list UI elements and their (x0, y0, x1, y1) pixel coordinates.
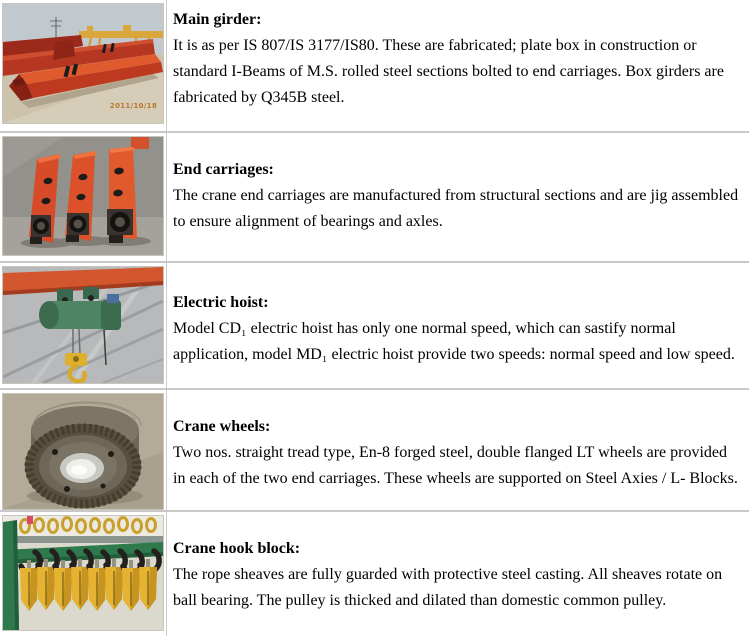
section-text-crane-hook-block (167, 512, 749, 636)
section-text-end-carriages (167, 133, 749, 261)
section-heading: Main girder: (173, 11, 262, 28)
section-body: The rope sheaves are fully guarded with protective steel casting. All sheaves rotate on ball bearing. The pulley is thicked and dilated than domestic common pulley. (173, 566, 723, 609)
section-heading: End carriages: (173, 161, 274, 178)
main-girder-photo (0, 0, 167, 131)
section-text-crane-wheels (167, 390, 749, 510)
section-heading: Crane hook block: (173, 540, 301, 557)
end-carriages-photo (0, 133, 167, 261)
section-body: Two nos. straight tread type, En-8 forged steel, double flanged LT wheels are provided in each of the two end carriages. These wheels are supported on Steel Axies / L- Blocks. (173, 444, 738, 487)
crane-hook-block-photo-illustration (2, 515, 164, 631)
section-body: It is as per IS 807/IS 3177/IS80. These are fabricated; plate box in construction or standard I-Beams of M.S. rolled steel sections bolted to end carriages. Box girders are fabricated by Q345B steel. (173, 37, 724, 106)
section-row-end-carriages (0, 133, 749, 263)
section-heading: Electric hoist: (173, 294, 269, 311)
section-body: Model CD₁ electric hoist has only one normal speed, which can sastify normal application, model MD₁ electric hoist provide two speeds: normal speed and low speed. (173, 320, 735, 363)
electric-hoist-photo (0, 263, 167, 388)
end-carriages-photo-illustration (2, 136, 164, 256)
section-row-crane-hook-block (0, 512, 749, 636)
electric-hoist-photo-illustration (2, 266, 164, 384)
crane-hook-block-photo (0, 512, 167, 636)
crane-wheels-photo-illustration (2, 393, 164, 510)
section-row-crane-wheels (0, 390, 749, 512)
photo-datestamp-watermark: 2011/10/18 (109, 102, 157, 110)
section-heading: Crane wheels: (173, 418, 271, 435)
section-body: The crane end carriages are manufactured from structural sections and are jig assembled to ensure alignment of bearings and axles. (173, 187, 739, 230)
crane-wheels-photo (0, 390, 167, 510)
section-row-main-girder (0, 0, 749, 133)
section-text-main-girder (167, 0, 749, 131)
section-text-electric-hoist (167, 263, 749, 388)
section-row-electric-hoist (0, 263, 749, 390)
